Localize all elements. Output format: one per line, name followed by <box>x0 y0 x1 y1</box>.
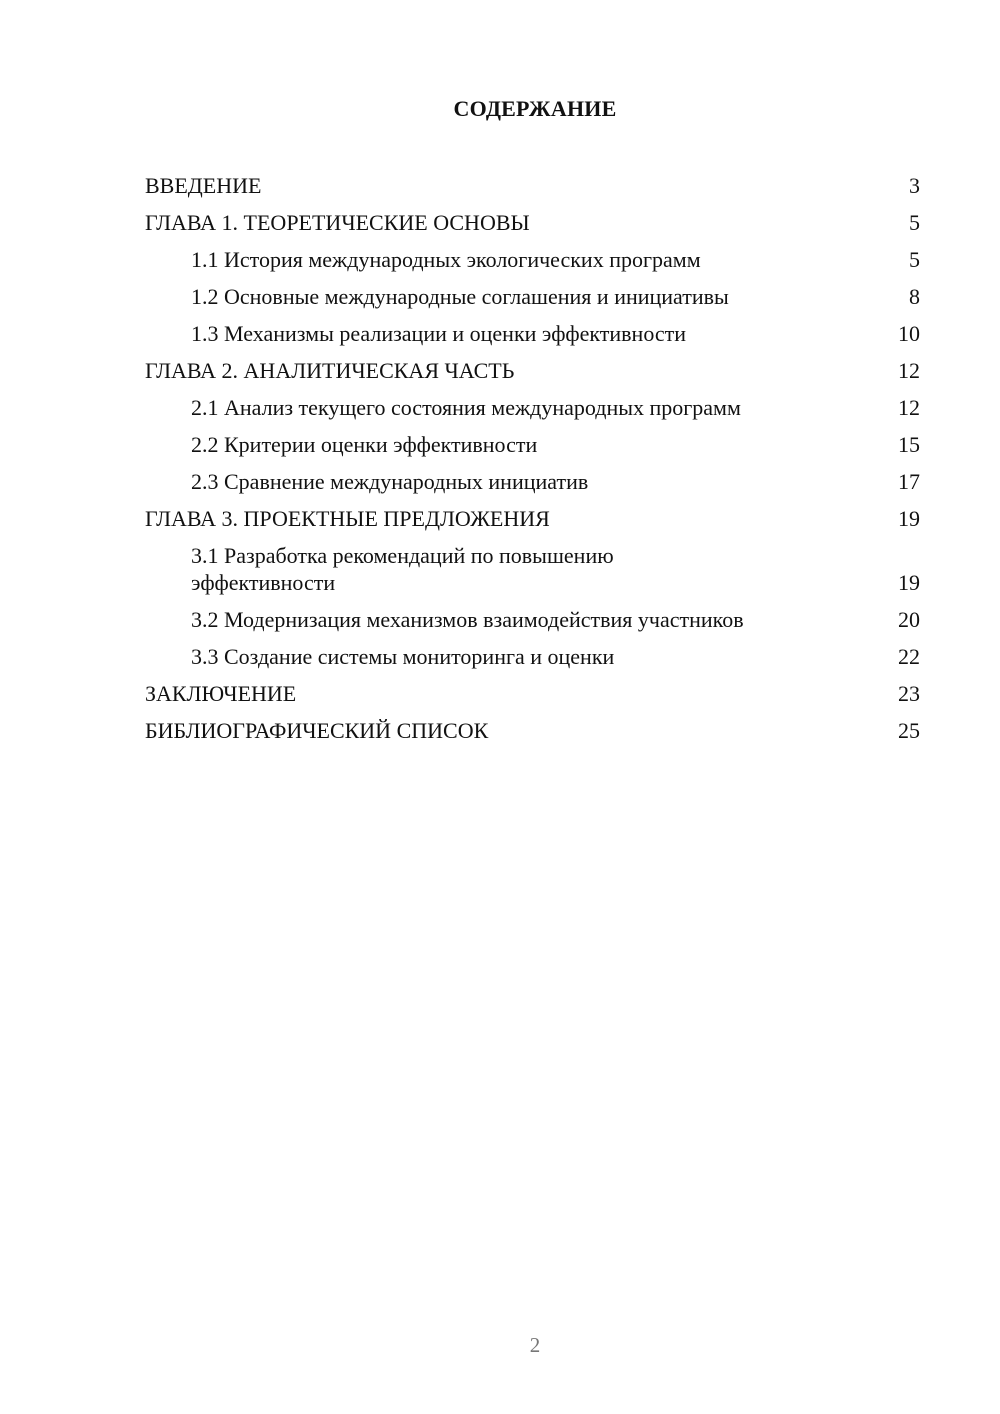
toc-entry-page: 19 <box>898 570 920 595</box>
page-number: 2 <box>529 1333 541 1357</box>
toc-entry-section-1-3[interactable] <box>145 315 920 352</box>
toc-entry-section-1-1[interactable] <box>145 241 920 278</box>
toc-entry-section-3-3[interactable] <box>145 638 920 675</box>
toc-entry-section-3-1[interactable] <box>145 537 920 601</box>
toc-entry-page: 8 <box>909 284 920 309</box>
toc-entry-page: 19 <box>898 506 920 531</box>
toc-entry-title: 2.3 Сравнение международных инициатив <box>191 469 589 494</box>
toc-entry-section-1-2[interactable] <box>145 278 920 315</box>
toc-entry-section-2-3[interactable] <box>145 463 920 500</box>
table-of-contents <box>145 167 920 749</box>
toc-entry-page: 5 <box>909 247 920 272</box>
toc-entry-title: ГЛАВА 3. ПРОЕКТНЫЕ ПРЕДЛОЖЕНИЯ <box>145 506 550 531</box>
toc-entry-title: ЗАКЛЮЧЕНИЕ <box>145 681 297 706</box>
toc-entry-title: ВВЕДЕНИЕ <box>145 173 262 198</box>
toc-entry-page: 10 <box>898 321 920 346</box>
toc-entry-chapter-2[interactable] <box>145 352 920 389</box>
toc-entry-chapter-3[interactable] <box>145 500 920 537</box>
toc-entry-title: 2.2 Критерии оценки эффективности <box>191 432 538 457</box>
toc-entry-page: 17 <box>898 469 920 494</box>
toc-entry-page: 3 <box>909 173 920 198</box>
toc-entry-page: 12 <box>898 358 920 383</box>
toc-entry-page: 15 <box>898 432 920 457</box>
toc-entry-title: ГЛАВА 1. ТЕОРЕТИЧЕСКИЕ ОСНОВЫ <box>145 210 530 235</box>
toc-entry-title: 3.1 Разработка рекомендаций по повышению эффективности <box>191 543 614 595</box>
toc-entry-section-2-1[interactable] <box>145 389 920 426</box>
toc-entry-title: 1.1 История международных экологических программ <box>191 247 701 272</box>
toc-entry-page: 5 <box>909 210 920 235</box>
toc-entry-page: 22 <box>898 644 920 669</box>
toc-entry-title: 1.3 Механизмы реализации и оценки эффективности <box>191 321 687 346</box>
toc-entry-title: 3.2 Модернизация механизмов взаимодействия участников <box>191 607 744 632</box>
toc-entry-section-2-2[interactable] <box>145 426 920 463</box>
toc-entry-section-3-2[interactable] <box>145 601 920 638</box>
toc-entry-title: 3.3 Создание системы мониторинга и оценки <box>191 644 615 669</box>
toc-entry-page: 23 <box>898 681 920 706</box>
toc-entry-conclusion[interactable] <box>145 675 920 712</box>
toc-heading: СОДЕРЖАНИЕ <box>453 96 617 121</box>
toc-entry-title: 1.2 Основные международные соглашения и инициативы <box>191 284 729 309</box>
toc-entry-title: БИБЛИОГРАФИЧЕСКИЙ СПИСОК <box>145 718 489 743</box>
toc-entry-title: 2.1 Анализ текущего состояния международных программ <box>191 395 741 420</box>
toc-entry-page: 20 <box>898 607 920 632</box>
toc-entry-bibliography[interactable] <box>145 712 920 749</box>
toc-entry-page: 12 <box>898 395 920 420</box>
toc-entry-introduction[interactable] <box>145 167 920 204</box>
toc-entry-title: ГЛАВА 2. АНАЛИТИЧЕСКАЯ ЧАСТЬ <box>145 358 515 383</box>
toc-entry-page: 25 <box>898 718 920 743</box>
toc-entry-chapter-1[interactable] <box>145 204 920 241</box>
